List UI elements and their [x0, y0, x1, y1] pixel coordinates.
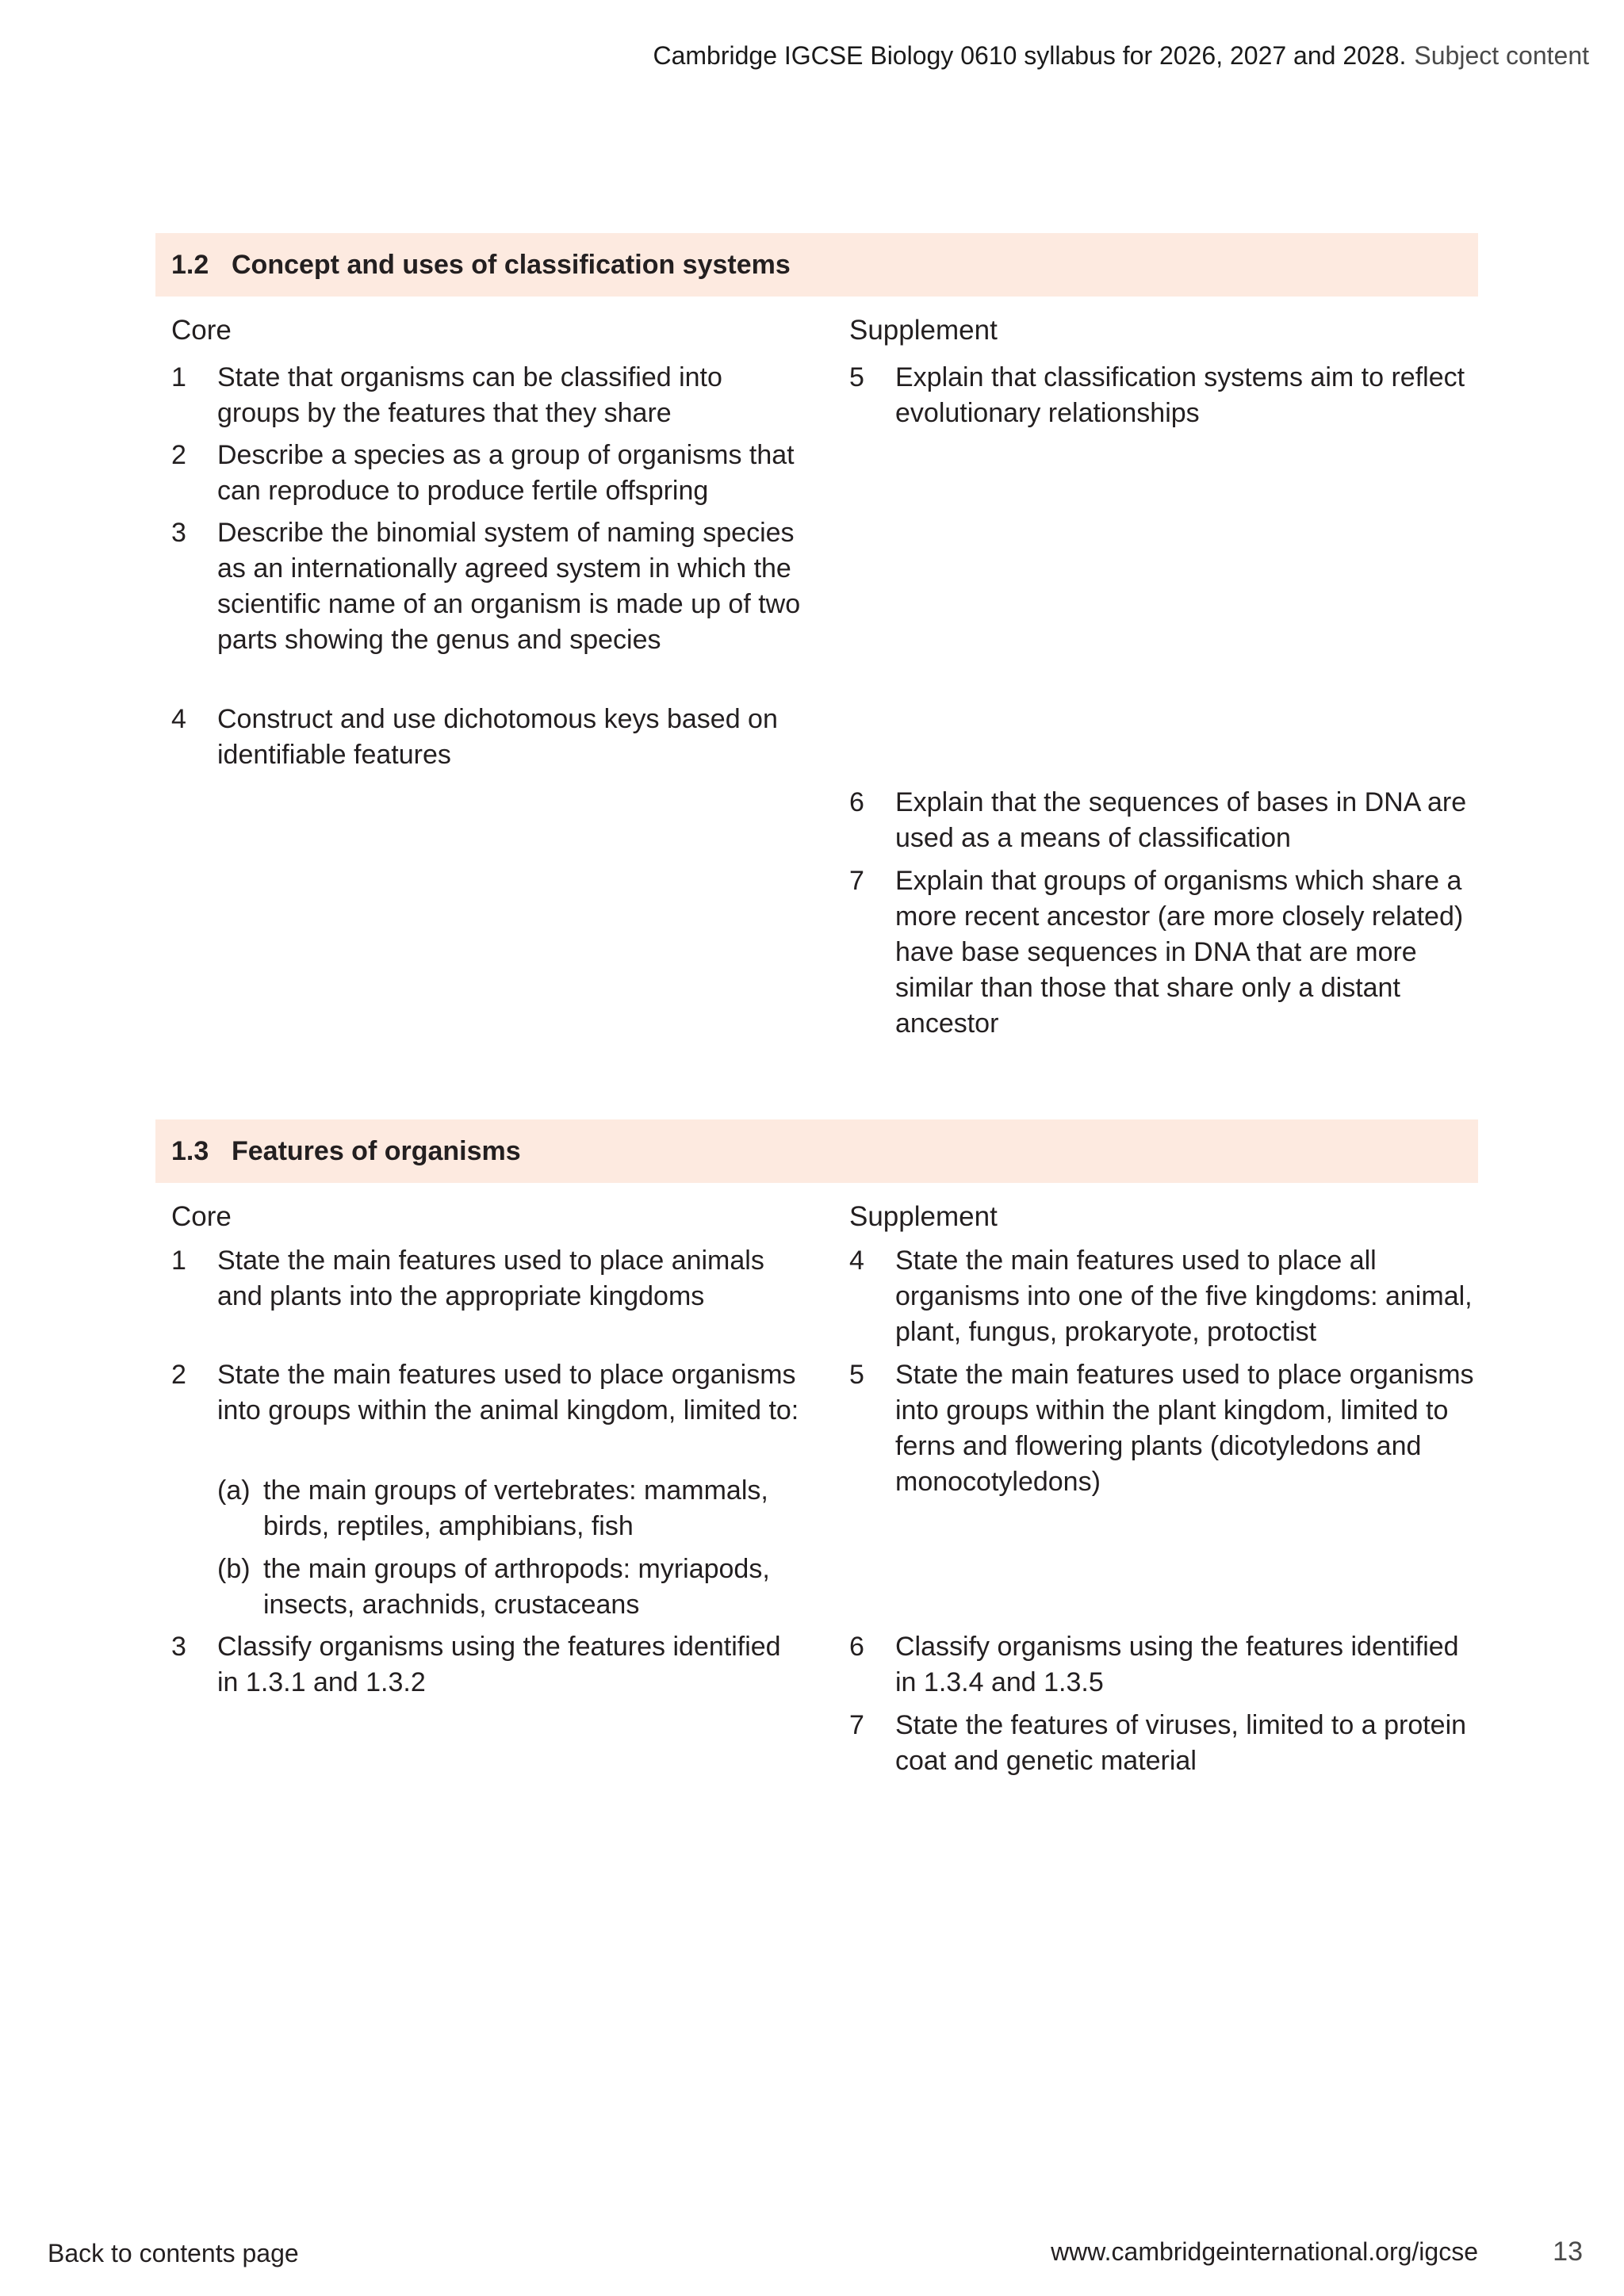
- item-number: 4: [849, 1246, 864, 1276]
- item-text: Construct and use dichotomous keys based on identifiable features: [217, 704, 778, 770]
- list-item: [171, 1629, 806, 1701]
- section-title-bar: [155, 1119, 1478, 1183]
- sub-list-item: [217, 1552, 806, 1623]
- section-number: 1.2: [171, 249, 209, 280]
- core-heading: Core: [171, 1201, 232, 1232]
- list-item: [849, 1629, 1476, 1701]
- item-text: State the main features used to place animals and plants into the appropriate kingdoms: [217, 1246, 764, 1311]
- item-number: 4: [171, 704, 186, 734]
- section-title: Features of organisms: [232, 1135, 521, 1166]
- item-text: Classify organisms using the features identified in 1.3.4 and 1.3.5: [895, 1632, 1459, 1697]
- supplement-heading: Supplement: [849, 1201, 998, 1232]
- item-number: 2: [171, 440, 186, 470]
- item-number: 1: [171, 1246, 186, 1276]
- item-text: State the main features used to place organisms into groups within the plant kingdom, limited to ferns and flowering plants (dicotyledons and monocotyledons): [895, 1360, 1474, 1497]
- section-title-bar: [155, 233, 1478, 297]
- list-item: [849, 1357, 1476, 1500]
- list-item: [171, 438, 806, 509]
- list-item: [849, 1708, 1476, 1779]
- list-item: [171, 702, 806, 773]
- sub-item-label: (a): [217, 1475, 251, 1506]
- item-number: 6: [849, 787, 864, 817]
- section-1-2: [155, 233, 1478, 1042]
- section-number: 1.3: [171, 1135, 209, 1166]
- section-name: Subject content: [1414, 41, 1589, 70]
- item-number: 6: [849, 1632, 864, 1662]
- item-text: Explain that groups of organisms which share a more recent ancestor (are more closely related) have base sequences in DNA that are more similar than those that share only a distant ancestor: [895, 866, 1464, 1039]
- list-item: [171, 1243, 806, 1314]
- item-number: 1: [171, 362, 186, 392]
- item-text: Describe a species as a group of organisms that can reproduce to produce fertile offspring: [217, 440, 795, 506]
- website-link[interactable]: www.cambridgeinternational.org/igcse: [1051, 2237, 1478, 2266]
- sub-item-text: the main groups of arthropods: myriapods, insects, arachnids, crustaceans: [263, 1554, 770, 1620]
- item-number: 2: [171, 1360, 186, 1390]
- item-number: 5: [849, 362, 864, 392]
- list-item: [849, 863, 1476, 1042]
- list-item: [849, 1243, 1476, 1350]
- sub-item-text: the main groups of vertebrates: mammals, birds, reptiles, amphibians, fish: [263, 1475, 768, 1541]
- list-item: [849, 360, 1476, 431]
- list-item: [171, 360, 806, 431]
- section-title: Concept and uses of classification systems: [232, 249, 791, 280]
- item-text: State the features of viruses, limited to a protein coat and genetic material: [895, 1710, 1467, 1776]
- section-1-3: [155, 1119, 1478, 1801]
- back-to-contents-link[interactable]: Back to contents page: [48, 2239, 299, 2267]
- sub-list-item: [217, 1473, 806, 1544]
- item-text: State the main features used to place all organisms into one of the five kingdoms: animal, plant, fungus, prokaryote, protoctist: [895, 1246, 1473, 1347]
- item-text: Classify organisms using the features identified in 1.3.1 and 1.3.2: [217, 1632, 781, 1697]
- item-number: 7: [849, 1710, 864, 1740]
- item-number: 3: [171, 1632, 186, 1662]
- item-text: Explain that the sequences of bases in DNA are used as a means of classification: [895, 787, 1467, 853]
- list-item: [171, 515, 806, 658]
- running-header: [653, 40, 1589, 71]
- item-number: 3: [171, 518, 186, 548]
- item-text: Explain that classification systems aim to reflect evolutionary relationships: [895, 362, 1465, 428]
- list-item: [849, 785, 1476, 856]
- item-text: State that organisms can be classified into groups by the features that they share: [217, 362, 722, 428]
- item-text: Describe the binomial system of naming species as an internationally agreed system in which the scientific name of an organism is made up of two parts showing the genus and species: [217, 518, 801, 655]
- item-text: State the main features used to place organisms into groups within the animal kingdom, limited to:: [217, 1360, 799, 1425]
- item-number: 7: [849, 866, 864, 896]
- sub-item-label: (b): [217, 1554, 251, 1584]
- core-heading: Core: [171, 315, 232, 346]
- document-title: Cambridge IGCSE Biology 0610 syllabus for 2026, 2027 and 2028.: [653, 41, 1407, 70]
- page-number: 13: [1553, 2237, 1583, 2267]
- item-number: 5: [849, 1360, 864, 1390]
- supplement-heading: Supplement: [849, 315, 998, 346]
- list-item: [171, 1357, 806, 1429]
